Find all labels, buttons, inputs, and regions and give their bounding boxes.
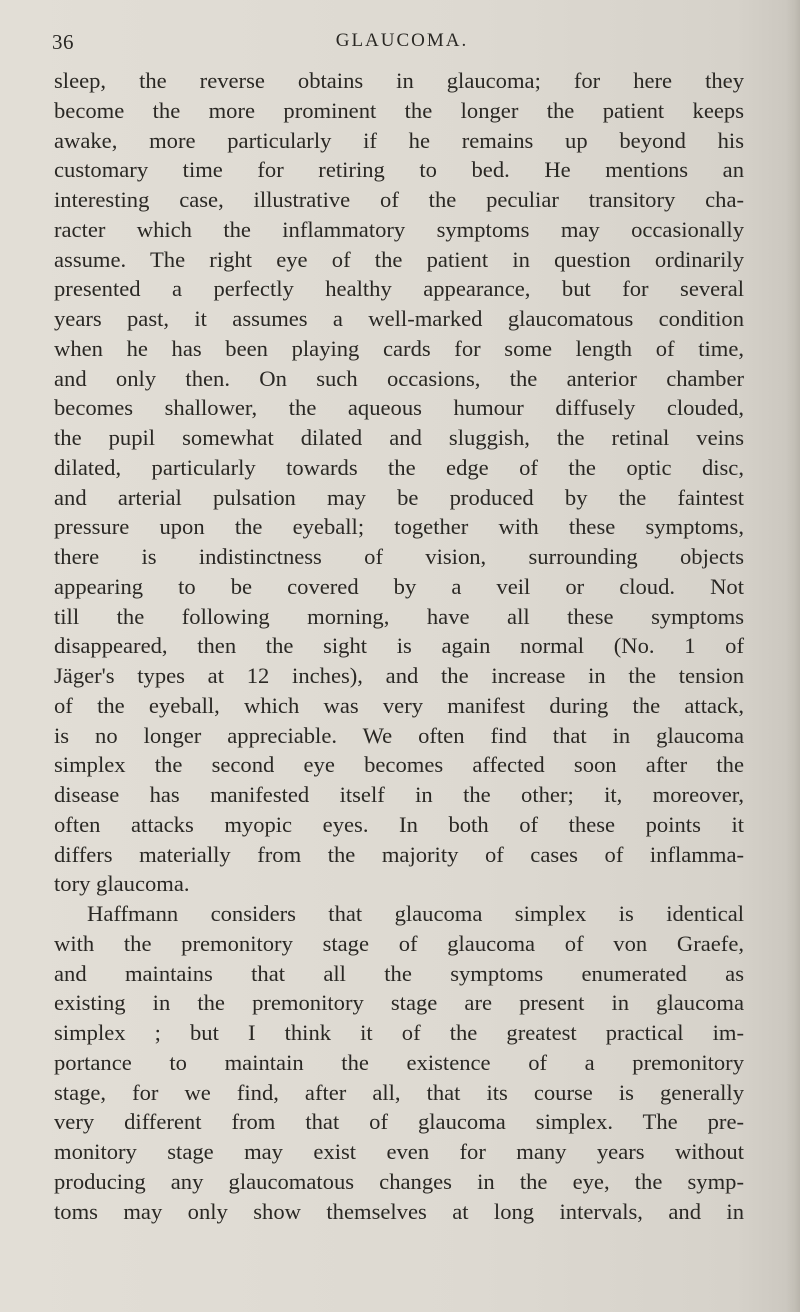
text-line: become the more prominent the longer the patient keeps	[54, 97, 744, 123]
text-line: often attacks myopic eyes. In both of these points it	[54, 811, 744, 837]
text-line: awake, more particularly if he remains up beyond his	[54, 127, 744, 153]
text-line: becomes shallower, the aqueous humour diffusely clouded,	[54, 395, 744, 421]
text-line: and arterial pulsation may be produced by the faintest	[54, 484, 744, 510]
page-edge-shadow	[786, 0, 800, 1312]
text-line: customary time for retiring to bed. He mentions an	[54, 157, 744, 183]
text-line: tory glaucoma.	[54, 871, 190, 897]
text-line: racter which the inflammatory symptoms may occasionally	[54, 216, 744, 242]
text-line: simplex ; but I think it of the greatest practical im-	[54, 1020, 744, 1045]
body-text	[54, 66, 744, 1226]
text-line: of the eyeball, which was very manifest during the attack,	[54, 692, 744, 718]
text-line: very different from that of glaucoma simplex. The pre-	[54, 1109, 744, 1135]
text-line: Jäger's types at 12 inches), and the increase in the tension	[54, 663, 744, 688]
text-line: pressure upon the eyeball; together with these symptoms,	[54, 514, 744, 540]
page-number: 36	[52, 30, 74, 54]
text-line: toms may only show themselves at long intervals, and in	[54, 1198, 744, 1224]
text-line: sleep, the reverse obtains in glaucoma; for here they	[54, 68, 744, 93]
text-line: stage, for we find, after all, that its course is generally	[54, 1079, 744, 1105]
text-line: the pupil somewhat dilated and sluggish, the retinal veins	[54, 425, 744, 450]
text-line: and maintains that all the symptoms enumerated as	[54, 960, 744, 986]
text-line: interesting case, illustrative of the peculiar transitory cha-	[54, 187, 744, 212]
text-line: disease has manifested itself in the other; it, moreover,	[54, 782, 744, 807]
text-line: with the premonitory stage of glaucoma of von Graefe,	[54, 930, 744, 956]
text-line: years past, it assumes a well-marked glaucomatous condition	[54, 306, 744, 331]
text-line: differs materially from the majority of cases of inflamma-	[54, 841, 744, 867]
text-line: existing in the premonitory stage are present in glaucoma	[54, 990, 744, 1016]
text-line: portance to maintain the existence of a premonitory	[54, 1049, 744, 1075]
page-header	[52, 30, 752, 70]
text-line: dilated, particularly towards the edge of the optic disc,	[54, 454, 744, 480]
text-line: Haffmann considers that glaucoma simplex is identical	[87, 901, 744, 926]
text-line: simplex the second eye becomes affected soon after the	[54, 752, 744, 778]
text-line: till the following morning, have all these symptoms	[54, 603, 744, 629]
text-line: assume. The right eye of the patient in question ordinarily	[54, 246, 744, 272]
text-line: monitory stage may exist even for many years without	[54, 1139, 744, 1164]
text-line: disappeared, then the sight is again normal (No. 1 of	[54, 633, 744, 659]
text-line: presented a perfectly healthy appearance, but for several	[54, 276, 744, 302]
running-title: GLAUCOMA.	[335, 30, 469, 51]
text-line: and only then. On such occasions, the anterior chamber	[54, 365, 744, 391]
text-line: is no longer appreciable. We often find that in glaucoma	[54, 722, 744, 748]
text-line: there is indistinctness of vision, surrounding objects	[54, 544, 744, 569]
text-line: producing any glaucomatous changes in the eye, the symp-	[54, 1168, 744, 1194]
text-line: appearing to be covered by a veil or cloud. Not	[54, 573, 744, 599]
text-line: when he has been playing cards for some length of time,	[54, 335, 744, 361]
